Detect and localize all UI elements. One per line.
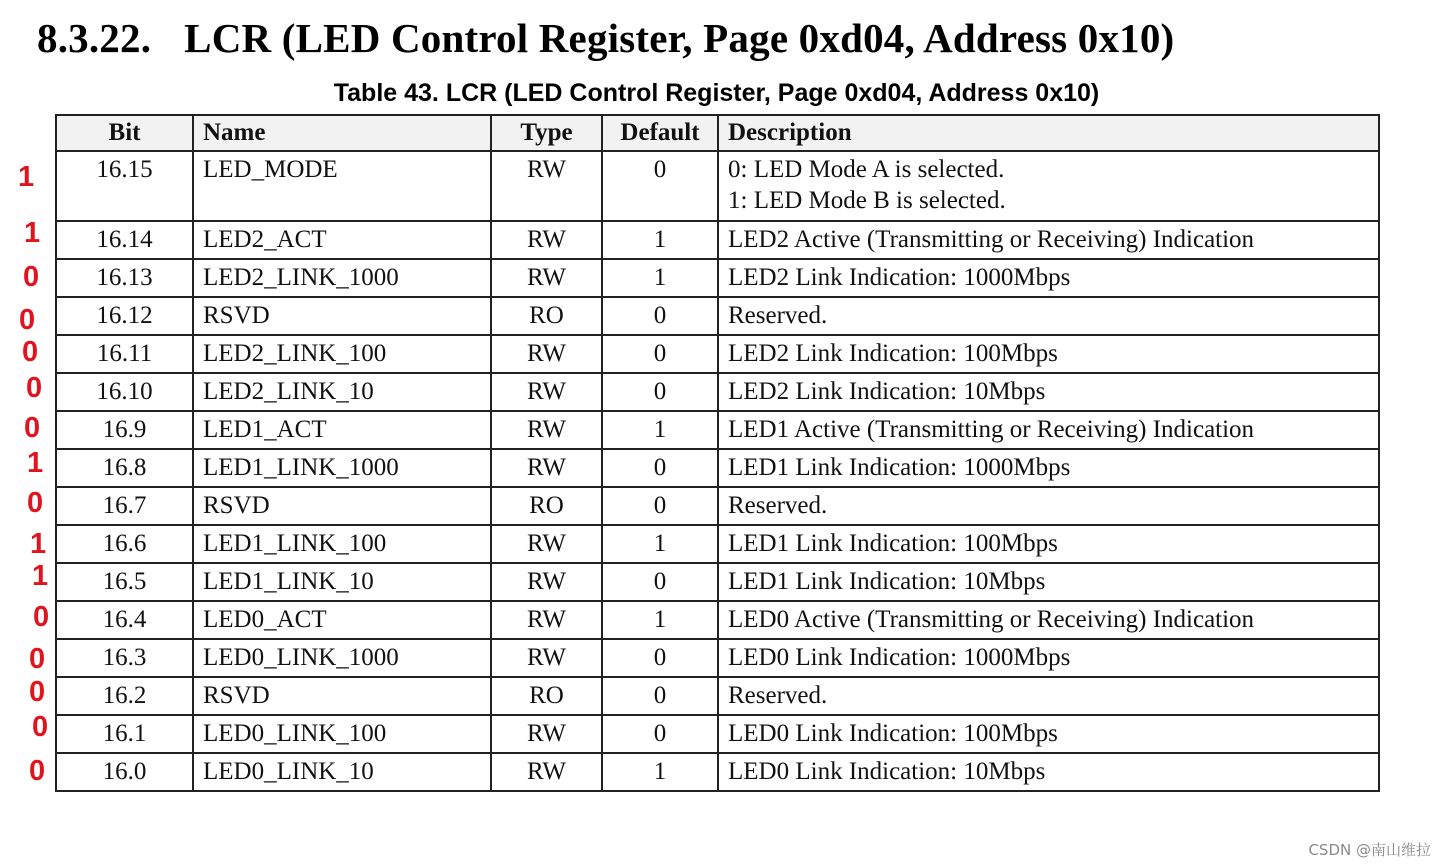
cell-type: RO <box>491 297 602 335</box>
cell-type: RW <box>491 601 602 639</box>
cell-default: 0 <box>602 639 718 677</box>
cell-name: LED_MODE <box>193 151 491 221</box>
header-description: Description <box>718 115 1379 151</box>
cell-description <box>718 373 1379 411</box>
bit-value-annotation: 0 <box>29 676 46 708</box>
cell-default: 1 <box>602 259 718 297</box>
description-line: LED0 Link Indication: 1000Mbps <box>728 644 1071 671</box>
cell-type: RW <box>491 715 602 753</box>
table-caption: Table 43. LCR (LED Control Register, Page 0xd04, Address 0x10) <box>333 79 1100 107</box>
description-line: LED2 Link Indication: 1000Mbps <box>728 264 1071 291</box>
cell-bit: 16.8 <box>56 449 193 487</box>
header-name: Name <box>193 115 491 151</box>
cell-name: LED2_LINK_1000 <box>193 259 491 297</box>
cell-bit: 16.4 <box>56 601 193 639</box>
description-line: LED1 Link Indication: 10Mbps <box>728 568 1046 595</box>
cell-name: LED1_ACT <box>193 411 491 449</box>
cell-default: 0 <box>602 373 718 411</box>
cell-bit: 16.7 <box>56 487 193 525</box>
table-row <box>56 449 1379 487</box>
cell-bit: 16.10 <box>56 373 193 411</box>
cell-type: RW <box>491 411 602 449</box>
table-header-row <box>56 115 1379 151</box>
cell-name: LED0_LINK_100 <box>193 715 491 753</box>
table-row <box>56 601 1379 639</box>
cell-description <box>718 487 1379 525</box>
bit-value-annotation: 0 <box>24 412 41 444</box>
cell-type: RW <box>491 753 602 791</box>
cell-bit: 16.0 <box>56 753 193 791</box>
bit-value-annotation: 0 <box>19 304 36 336</box>
cell-description <box>718 151 1379 221</box>
table-row <box>56 563 1379 601</box>
cell-type: RO <box>491 487 602 525</box>
table-row <box>56 715 1379 753</box>
bit-value-annotation: 1 <box>24 217 41 249</box>
table-body <box>56 151 1379 791</box>
description-line: 1: LED Mode B is selected. <box>728 187 1006 214</box>
description-line: LED0 Active (Transmitting or Receiving) Indication <box>728 606 1255 633</box>
cell-default: 1 <box>602 753 718 791</box>
table-row <box>56 753 1379 791</box>
table-row <box>56 639 1379 677</box>
cell-default: 0 <box>602 487 718 525</box>
bit-value-annotation: 1 <box>32 560 49 592</box>
cell-description <box>718 715 1379 753</box>
bit-value-annotation: 0 <box>27 487 44 519</box>
bit-value-annotation: 0 <box>26 372 43 404</box>
table-row <box>56 151 1379 221</box>
description-line: LED2 Link Indication: 10Mbps <box>728 378 1046 405</box>
bit-value-annotation: 1 <box>18 161 35 193</box>
table-row <box>56 411 1379 449</box>
cell-default: 0 <box>602 335 718 373</box>
cell-description <box>718 639 1379 677</box>
description-line: LED0 Link Indication: 10Mbps <box>728 758 1046 785</box>
description-line: LED2 Active (Transmitting or Receiving) Indication <box>728 226 1255 253</box>
cell-bit: 16.11 <box>56 335 193 373</box>
bit-value-annotation: 0 <box>29 755 46 787</box>
cell-description <box>718 221 1379 259</box>
bit-value-annotation: 0 <box>23 261 40 293</box>
cell-type: RW <box>491 525 602 563</box>
bit-value-annotation: 0 <box>29 643 46 675</box>
table-row <box>56 487 1379 525</box>
table-row <box>56 221 1379 259</box>
cell-name: LED2_LINK_10 <box>193 373 491 411</box>
bit-value-annotation: 1 <box>30 528 47 560</box>
cell-name: LED1_LINK_1000 <box>193 449 491 487</box>
cell-type: RO <box>491 677 602 715</box>
register-table <box>55 114 1380 792</box>
cell-bit: 16.6 <box>56 525 193 563</box>
cell-default: 1 <box>602 601 718 639</box>
description-line: 0: LED Mode A is selected. <box>728 156 1005 183</box>
cell-description <box>718 601 1379 639</box>
cell-description <box>718 525 1379 563</box>
cell-name: LED0_ACT <box>193 601 491 639</box>
cell-name: LED0_LINK_10 <box>193 753 491 791</box>
description-line: Reserved. <box>728 682 828 709</box>
cell-type: RW <box>491 151 602 221</box>
section-number: 8.3.22. <box>37 15 152 61</box>
cell-bit: 16.9 <box>56 411 193 449</box>
cell-name: LED1_LINK_10 <box>193 563 491 601</box>
cell-name: RSVD <box>193 487 491 525</box>
cell-bit: 16.5 <box>56 563 193 601</box>
table-row <box>56 297 1379 335</box>
cell-bit: 16.3 <box>56 639 193 677</box>
description-line: LED1 Link Indication: 100Mbps <box>728 530 1058 557</box>
cell-type: RW <box>491 639 602 677</box>
cell-name: LED1_LINK_100 <box>193 525 491 563</box>
cell-description <box>718 259 1379 297</box>
cell-bit: 16.13 <box>56 259 193 297</box>
cell-description <box>718 563 1379 601</box>
cell-bit: 16.15 <box>56 151 193 221</box>
table-row <box>56 677 1379 715</box>
bit-value-annotation: 0 <box>22 336 39 368</box>
description-line: LED1 Active (Transmitting or Receiving) Indication <box>728 416 1255 443</box>
cell-description <box>718 449 1379 487</box>
cell-default: 1 <box>602 221 718 259</box>
cell-default: 0 <box>602 297 718 335</box>
table-row <box>56 335 1379 373</box>
header-bit: Bit <box>56 115 193 151</box>
cell-default: 0 <box>602 151 718 221</box>
cell-bit: 16.2 <box>56 677 193 715</box>
cell-name: LED2_LINK_100 <box>193 335 491 373</box>
section-title: LCR (LED Control Register, Page 0xd04, Address 0x10) <box>184 15 1175 61</box>
cell-default: 0 <box>602 715 718 753</box>
cell-default: 0 <box>602 449 718 487</box>
header-default: Default <box>602 115 718 151</box>
cell-name: LED2_ACT <box>193 221 491 259</box>
table-row <box>56 259 1379 297</box>
bit-value-annotation: 0 <box>32 711 49 743</box>
description-line: Reserved. <box>728 302 828 329</box>
cell-description <box>718 297 1379 335</box>
table-row <box>56 525 1379 563</box>
watermark: CSDN @南山维拉 <box>1308 841 1431 859</box>
bit-value-annotation: 0 <box>33 601 50 633</box>
description-line: LED1 Link Indication: 1000Mbps <box>728 454 1071 481</box>
cell-type: RW <box>491 335 602 373</box>
cell-description <box>718 753 1379 791</box>
cell-bit: 16.12 <box>56 297 193 335</box>
table-row <box>56 373 1379 411</box>
cell-description <box>718 677 1379 715</box>
cell-default: 0 <box>602 677 718 715</box>
cell-type: RW <box>491 259 602 297</box>
cell-bit: 16.14 <box>56 221 193 259</box>
header-type: Type <box>491 115 602 151</box>
cell-type: RW <box>491 563 602 601</box>
cell-name: RSVD <box>193 677 491 715</box>
cell-name: LED0_LINK_1000 <box>193 639 491 677</box>
cell-description <box>718 335 1379 373</box>
description-line: LED0 Link Indication: 100Mbps <box>728 720 1058 747</box>
description-line: LED2 Link Indication: 100Mbps <box>728 340 1058 367</box>
cell-default: 1 <box>602 411 718 449</box>
description-line: Reserved. <box>728 492 828 519</box>
cell-description <box>718 411 1379 449</box>
cell-name: RSVD <box>193 297 491 335</box>
cell-default: 0 <box>602 563 718 601</box>
cell-type: RW <box>491 373 602 411</box>
cell-bit: 16.1 <box>56 715 193 753</box>
cell-default: 1 <box>602 525 718 563</box>
bit-value-annotation: 1 <box>27 447 44 479</box>
cell-type: RW <box>491 449 602 487</box>
cell-type: RW <box>491 221 602 259</box>
section-heading <box>37 14 1174 62</box>
